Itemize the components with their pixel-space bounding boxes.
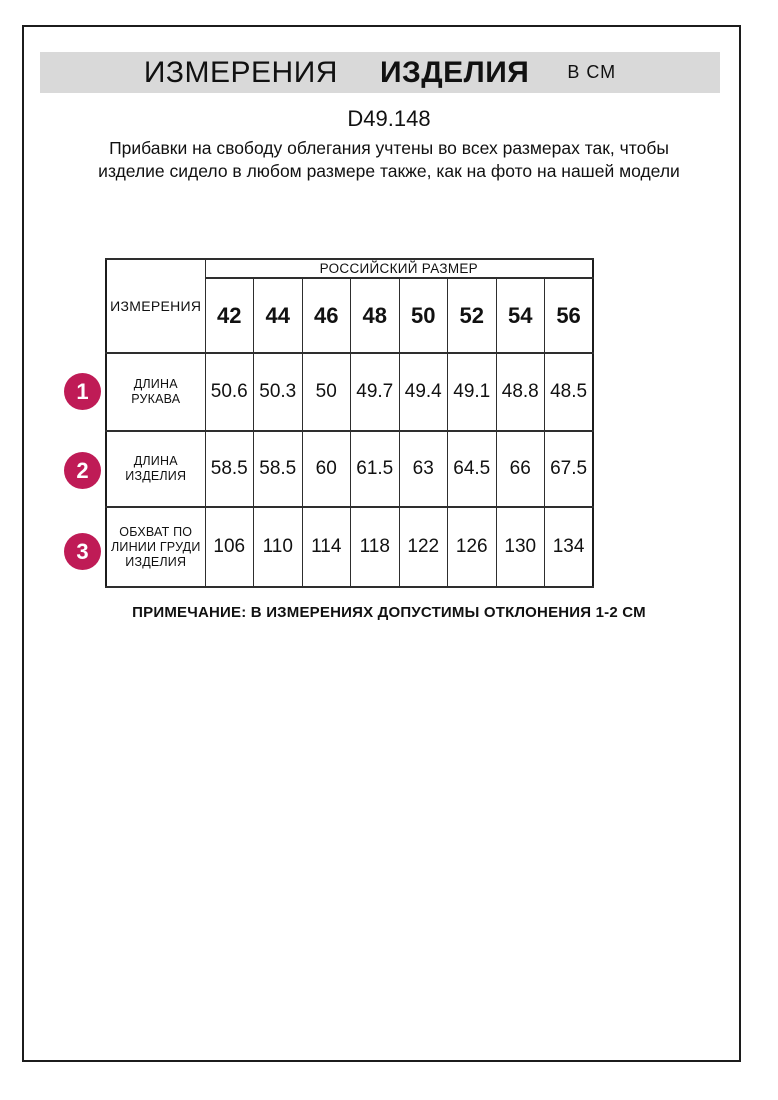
row-marker-badge: 1 (64, 373, 101, 410)
value-cell: 130 (496, 507, 545, 587)
table-row-garment-length (106, 431, 593, 507)
row-label: ДЛИНА ИЗДЕЛИЯ (106, 431, 205, 507)
table-row-sleeve-length (106, 353, 593, 431)
value-cell: 50 (302, 353, 351, 431)
table-row-group-header (106, 259, 593, 278)
value-cell: 50.3 (254, 353, 303, 431)
group-header-cell: РОССИЙСКИЙ РАЗМЕР (205, 259, 593, 278)
product-code: D49.148 (347, 106, 431, 131)
value-cell: 50.6 (205, 353, 254, 431)
value-cell: 49.4 (399, 353, 448, 431)
title-measurements: ИЗМЕРЕНИЯ (143, 55, 338, 89)
size-header-cell: 50 (399, 278, 448, 353)
value-cell: 49.1 (448, 353, 497, 431)
value-cell: 110 (254, 507, 303, 587)
value-cell: 66 (496, 431, 545, 507)
size-header-cell: 56 (545, 278, 594, 353)
value-cell: 134 (545, 507, 594, 587)
value-cell: 118 (351, 507, 400, 587)
value-cell: 48.8 (496, 353, 545, 431)
value-cell: 60 (302, 431, 351, 507)
title-unit: В СМ (567, 62, 617, 82)
value-cell: 67.5 (545, 431, 594, 507)
value-cell: 58.5 (254, 431, 303, 507)
table-row-chest-girth (106, 507, 593, 587)
value-cell: 114 (302, 507, 351, 587)
value-cell: 49.7 (351, 353, 400, 431)
size-header-cell: 44 (254, 278, 303, 353)
row-marker-badge: 3 (64, 533, 101, 570)
row-label: ДЛИНА РУКАВА (106, 353, 205, 431)
value-cell: 106 (205, 507, 254, 587)
value-cell: 64.5 (448, 431, 497, 507)
size-header-cell: 52 (448, 278, 497, 353)
size-header-cell: 42 (205, 278, 254, 353)
size-table (105, 258, 594, 588)
row-label: ОБХВАТ ПО ЛИНИИ ГРУДИ ИЗДЕЛИЯ (106, 507, 205, 587)
size-header-cell: 54 (496, 278, 545, 353)
corner-header-cell: ИЗМЕРЕНИЯ (106, 259, 205, 353)
size-header-cell: 46 (302, 278, 351, 353)
value-cell: 61.5 (351, 431, 400, 507)
value-cell: 48.5 (545, 353, 594, 431)
fit-description: Прибавки на свободу облегания учтены во всех размерах так, чтобы изделие сидело в любом размере также, как на фото на нашей модели (98, 138, 680, 181)
tolerance-note: ПРИМЕЧАНИЕ: В ИЗМЕРЕНИЯХ ДОПУСТИМЫ ОТКЛОНЕНИЯ 1-2 СМ (132, 604, 646, 621)
title-product: ИЗДЕЛИЯ (379, 55, 530, 89)
value-cell: 58.5 (205, 431, 254, 507)
size-header-cell: 48 (351, 278, 400, 353)
value-cell: 126 (448, 507, 497, 587)
row-marker-badge: 2 (64, 452, 101, 489)
title-banner (40, 52, 720, 93)
value-cell: 122 (399, 507, 448, 587)
value-cell: 63 (399, 431, 448, 507)
